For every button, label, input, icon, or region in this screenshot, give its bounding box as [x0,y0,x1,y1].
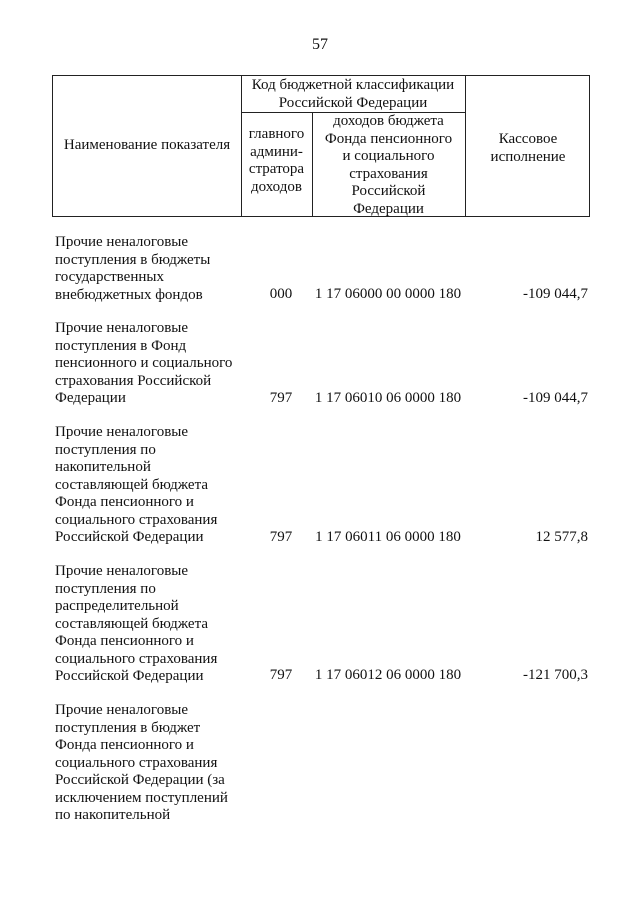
table-header [52,75,590,217]
table-row-value: 12 577,8 [535,529,588,545]
header-code-col: доходов бюджета Фонда пенсионного и социального страхования Российской Федерации [324,113,453,217]
table-row-value: -109 044,7 [523,286,588,302]
header-value-col: Кассовое исполнение [490,131,566,165]
table-row-code: 1 17 06011 06 0000 180 [315,529,461,545]
header-name-col: Наименование показателя [63,137,231,153]
table-row-name: Прочие неналоговые поступления в бюджеты государственных внебюджетных фондов [55,234,211,303]
header-group-col: Код бюджетной классификации Российской Федерации [251,77,455,111]
table-row-value: -109 044,7 [523,390,588,406]
table-row-admin: 000 [269,286,293,302]
table-row-admin: 797 [269,667,293,683]
table-row-name: Прочие неналоговые поступления по распределительной составляющей бюджета Фонда пенсионного и социального страхования Российской Федерации [55,563,218,684]
table-row-code: 1 17 06012 06 0000 180 [314,667,462,683]
table-row-value: -121 700,3 [523,667,588,683]
page-number: 57 [312,36,328,53]
table-row-code: 1 17 06010 06 0000 180 [314,390,462,406]
table-row-name: Прочие неналоговые поступления в Фонд пенсионного и социального страхования Российской Федерации [55,320,233,406]
table-row-code: 1 17 06000 00 0000 180 [314,286,462,302]
table-row-name: Прочие неналоговые поступления по накопительной составляющей бюджета Фонда пенсионного и социального страхования Российской Федерации [55,424,218,545]
header-admin-col: главного админи- стратора доходов [248,126,305,195]
table-row-name: Прочие неналоговые поступления в бюджет Фонда пенсионного и социального страхования Российской Федерации (за исключением поступлений по накопительной [55,702,228,823]
table-row-admin: 797 [269,529,293,545]
table-row-admin: 797 [269,390,293,406]
